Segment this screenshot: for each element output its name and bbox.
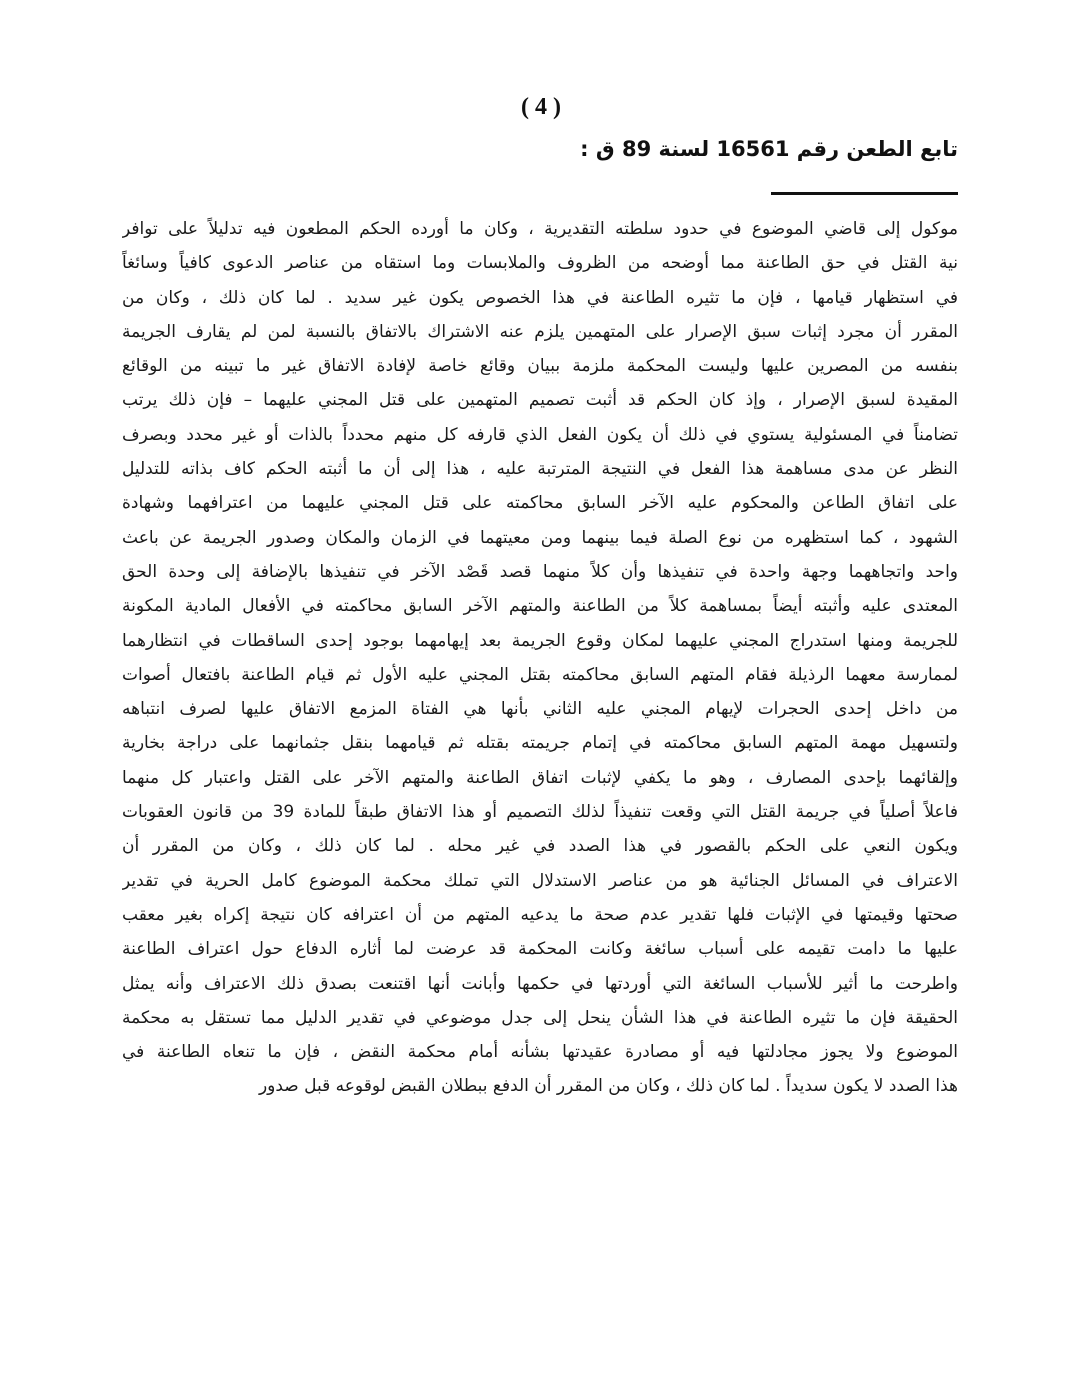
body-line: الشهود ، كما استظهره من نوع الصلة فيما بينهما ومن معيتهما في الزمان والمكان وصدور الجريمة عن باعث (122, 527, 958, 548)
body-line: عليها ما دامت تقيمه على أسباب سائغة وكانت المحكمة قد عرضت لما أثاره الدفاع حول اعتراف الطاعنة (122, 939, 958, 960)
body-line: نية القتل في حق الطاعنة مما أوضحه من الظروف والملابسات وما استقاه من عناصر الدعوى كافياً وسائغاً (122, 253, 958, 274)
body-line: المعتدى عليه وأثبته أيضاً بمساهمة كلاً من الطاعنة والمتهم الآخر السابق محاكمته في الأفعال المادية المكونة (122, 596, 958, 617)
body-line: الحقيقة فإن ما تثيره الطاعنة في هذا الشأن ينحل إلى جدل موضوعي في تقدير الدليل مما تستقل به محكمة (122, 1007, 958, 1028)
body-line: بنفسه من المصرين عليها وليست المحكمة ملزمة ببيان وقائع خاصة لإفادة الاتفاق غير ما تبينه من الوقائع (122, 356, 958, 377)
body-line: موكول إلى قاضي الموضوع في حدود سلطته التقديرية ، وكان ما أورده الحكم المطعون فيه تدليلاً على توافر (122, 219, 958, 239)
body-line: ولتسهيل مهمة المتهم السابق محاكمته في إتمام جريمته بقتله ثم قيامهما بنقل جثمانهما على دراجة بخارية (122, 733, 958, 754)
body-line: تضامناً في المسئولية يستوي في ذلك أن يكون الفعل الذي قارفه كل منهم محدداً بالذات أو غير محدد وبصرف (122, 424, 958, 445)
body-line: لممارسة معهما الرذيلة فقام المتهم السابق محاكمته بقتل المجني عليه الأول ثم قيام الطاعنة بافتعال أصوات (122, 664, 958, 685)
body-line: صحتها وقيمتها في الإثبات فلها تقدير عدم صحة ما يدعيه المتهم من أن اعترافه كان نتيجة إكراه بغير معقب (122, 904, 958, 925)
body-line: الموضوع ولا يجوز مجادلتها فيه أو مصادرة عقيدتها بشأنه أمام محكمة النقض ، فإن ما تنعاه الطاعنة في (122, 1042, 958, 1063)
body-line: المقيدة لسبق الإصرار ، وإذ كان الحكم قد أثبت تصميم المتهمين على قتل المجني عليهما – فإن ذلك يرتب (122, 390, 958, 411)
judgment-body (122, 212, 958, 1104)
body-line: الاعتراف في المسائل الجنائية هو من عناصر الاستدلال التي تملك محكمة الموضوع كامل الحرية في تقدير (122, 870, 958, 891)
body-line: هذا الصدد لا يكون سديداً . لما كان ذلك ، وكان من المقرر أن الدفع ببطلان القبض لوقوعه قبل صدور (258, 1076, 958, 1097)
body-line: من داخل إحدى الحجرات لإيهام المجني عليه الثاني بأنها هي الفتاة المزمع الاتفاق عليها لصرف انتباهه (122, 699, 958, 720)
page-number: ( 4 ) (521, 94, 561, 120)
body-line: على اتفاق الطاعن والمحكوم عليه الآخر السابق محاكمته على قتل المجني عليهما من اعترافهما وشهادة (122, 493, 958, 514)
body-line: للجريمة ومنها استدراج المجني عليهما لمكان وقوع الجريمة بعد إيهامهما بوجود إحدى الساقطات في انتظارهما (122, 630, 958, 651)
body-line: وإلقائهما بإحدى المصارف ، وهو ما يكفي لإثبات اتفاق الطاعنة والمتهم الآخر على القتل واعتبار كل منهما (122, 767, 958, 788)
body-line: فاعلاً أصلياً في جريمة القتل التي وقعت تنفيذاً لذلك التصميم أو هذا الاتفاق طبقاً للمادة 39 من قانون العقوبات (122, 802, 958, 823)
body-line: في استظهار قيامها ، فإن ما تثيره الطاعنة في هذا الخصوص يكون غير سديد . لما كان ذلك ، وكان من (122, 287, 958, 308)
appeal-header: تابع الطعن رقم 16561 لسنة 89 ق : (580, 137, 958, 161)
body-line: واطرحت ما أثير للأسباب السائغة التي أوردتها في حكمها وأبانت أنها اقتنعت بصدق ذلك الاعتراف وأنه يمثل (122, 973, 958, 994)
body-line: واحد واتجاههما وجهة واحدة في تنفيذها وأن كلاً منهما قصد قَصْد الآخر في تنفيذها بالإضافة إلى وحدة الحق (122, 561, 958, 582)
header-divider (771, 192, 958, 195)
body-line: النظر عن مدى مساهمة هذا الفعل في النتيجة المترتبة عليه ، هذا إلى أن ما أثبته الحكم كاف بذاته للتدليل (122, 459, 958, 480)
body-line: ويكون النعي على الحكم بالقصور في هذا الصدد في غير محله . لما كان ذلك ، وكان من المقرر أن (122, 836, 958, 857)
body-line: المقرر أن مجرد إثبات سبق الإصرار على المتهمين يلزم عنه الاشتراك بالاتفاق بالنسبة لمن لم يقارف الجريمة (122, 321, 958, 342)
